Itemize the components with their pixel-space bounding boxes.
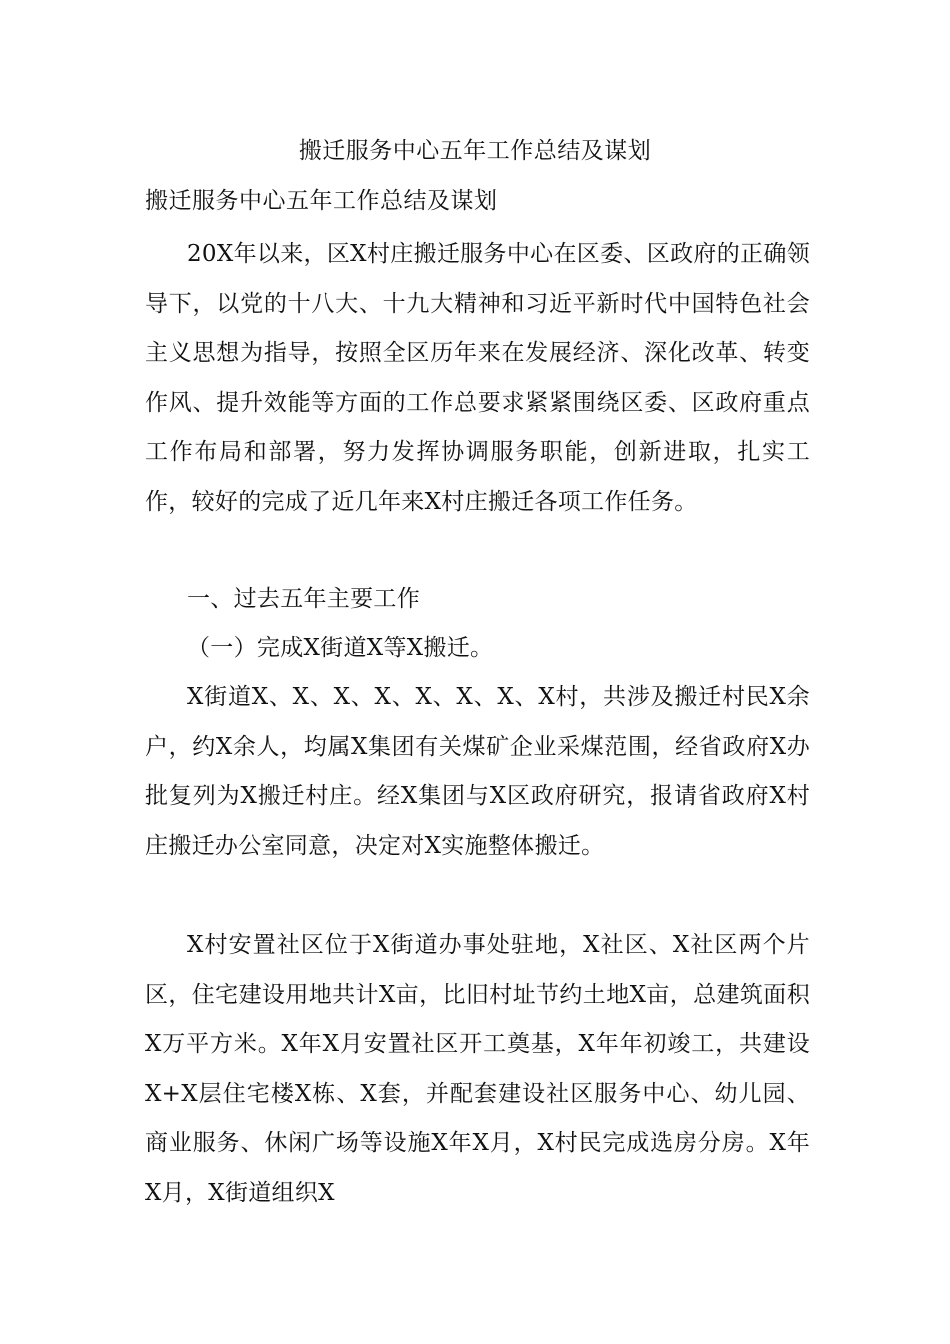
document-subtitle: 搬迁服务中心五年工作总结及谋划 bbox=[145, 188, 498, 214]
document-title: 搬迁服务中心五年工作总结及谋划 bbox=[298, 138, 652, 164]
paragraph-intro: 20X年以来，区X村庄搬迁服务中心在区委、区政府的正确领导下，以党的十八大、十九大精神和习近平新时代中国特色社会主义思想为指导，按照全区历年来在发展经济、深化改革、转变作风、提升效能等方面的工作总要求紧紧围绕区委、区政府重点工作布局和部署，努力发挥协调服务职能，创新进取，扎实工作，较好的完成了近几年来X村庄搬迁各项工作任务。 bbox=[145, 241, 810, 515]
subsection-heading-1: （一）完成X街道X等X搬迁。 bbox=[187, 635, 494, 661]
paragraph-community: X村安置社区位于X街道办事处驻地，X社区、X社区两个片区，住宅建设用地共计X亩，比旧村址节约土地X亩，总建筑面积X万平方米。X年X月安置社区开工奠基，X年年初竣工，共建设X+X层住宅楼X栋、X套，并配套建设社区服务中心、幼儿园、商业服务、休闲广场等设施X年X月，X村民完成选房分房。X年X月，X街道组织X bbox=[145, 932, 810, 1206]
paragraph-villages: X街道X、X、X、X、X、X、X、X村，共涉及搬迁村民X余户，约X余人，均属X集团有关煤矿企业采煤范围，经省政府X办批复列为X搬迁村庄。经X集团与X区政府研究，报请省政府X村庄搬迁办公室同意，决定对X实施整体搬迁。 bbox=[145, 684, 810, 859]
section-heading-1: 一、过去五年主要工作 bbox=[187, 586, 420, 612]
